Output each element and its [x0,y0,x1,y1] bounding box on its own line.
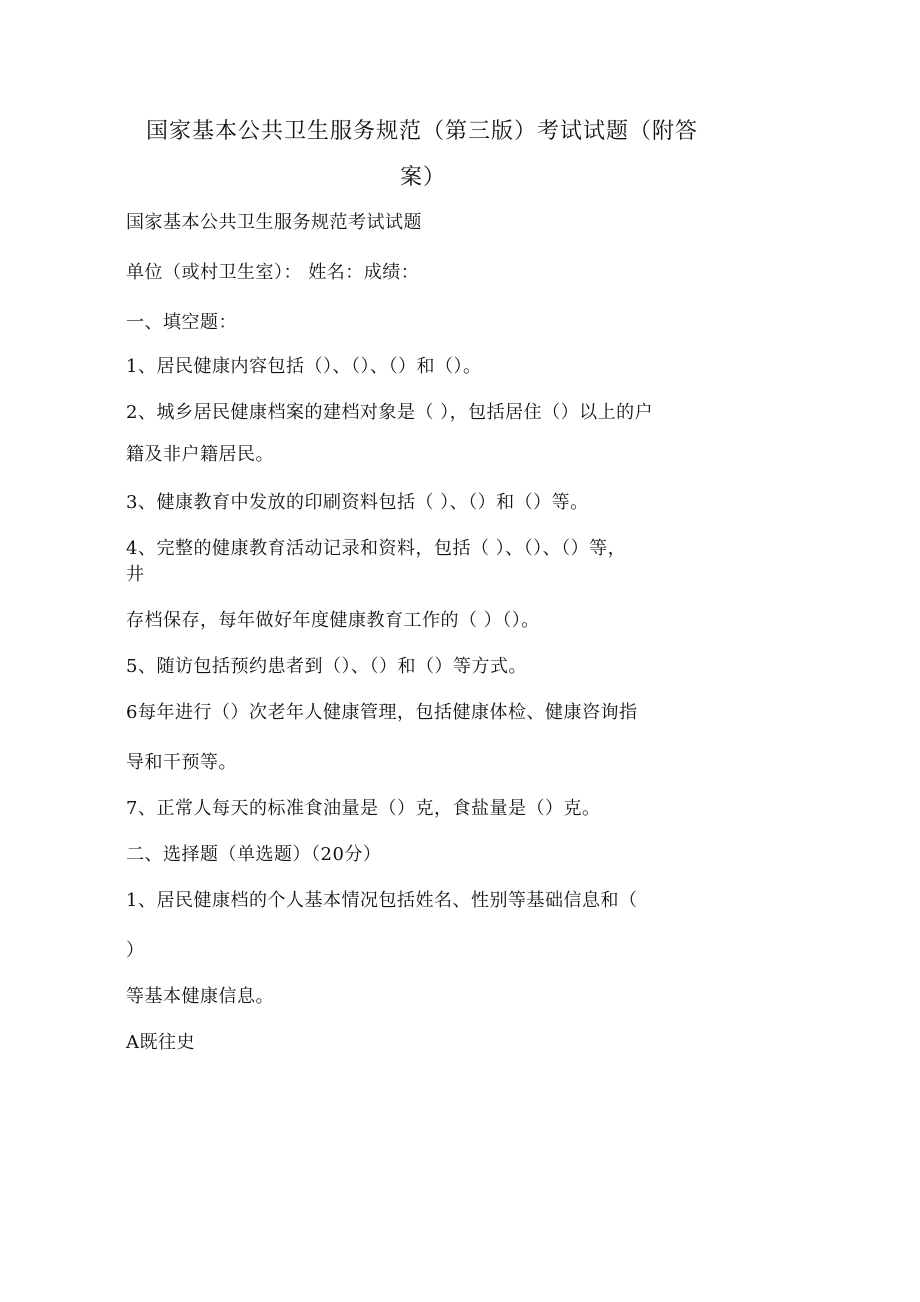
question-line: 籍及非户籍居民。 [126,444,274,465]
section-heading-choice: 二、选择题（单选题）（20分） [126,844,382,865]
question-line: 2、城乡居民健康档案的建档对象是（ ），包括居住（）以上的户 [126,402,654,423]
question-line: 6每年进行（）次老年人健康管理，包括健康体检、健康咨询指 [126,702,638,723]
answer-option: A既往史 [126,1032,195,1053]
question-line: 5、随访包括预约患者到（）、（）和（）等方式。 [126,656,527,677]
exam-subtitle: 国家基本公共卫生服务规范考试试题 [126,212,422,233]
section-heading-fill: 一、填空题： [126,312,237,333]
document-title-line-1: 国家基本公共卫生服务规范（第三版）考试试题（附答 [146,119,699,144]
question-line: 导和干预等。 [126,752,237,773]
question-line: 7、正常人每天的标准食油量是（）克，食盐量是（）克。 [126,798,601,819]
question-line: 存档保存，每年做好年度健康教育工作的（ ）（）。 [126,610,540,631]
exam-info-line: 单位（或村卫生室）： 姓名：成绩： [126,262,420,283]
document-title-line-2: 案） [400,165,447,190]
question-line: 1、居民健康内容包括（）、（）、（）和（）。 [126,356,482,377]
question-line: 1、居民健康档的个人基本情况包括姓名、性别等基础信息和（ [126,890,638,911]
question-line: ） [126,940,145,961]
question-line: 3、健康教育中发放的印刷资料包括（ ）、（）和（）等。 [126,492,589,513]
question-line: 4、完整的健康教育活动记录和资料，包括（ ）、（）、（）等， [126,538,627,559]
question-line: 等基本健康信息。 [126,986,274,1007]
question-line: 井 [126,564,145,585]
